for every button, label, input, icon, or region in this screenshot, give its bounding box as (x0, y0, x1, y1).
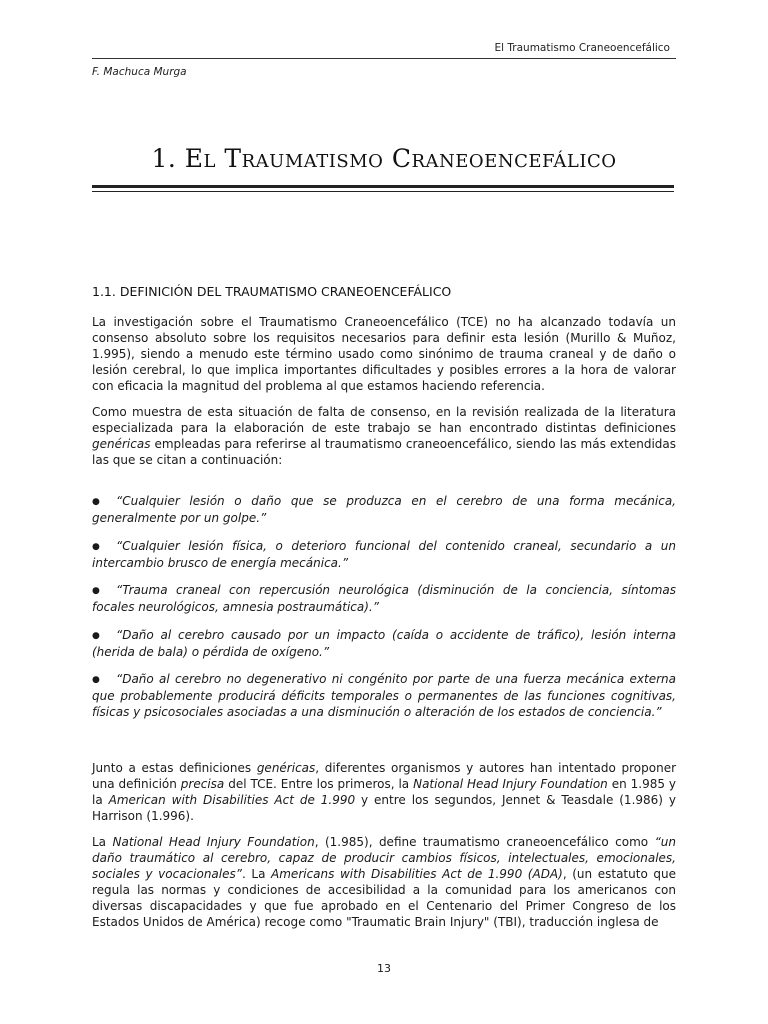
bullet-icon: ● (92, 675, 100, 685)
emphasis-genericas: genéricas (92, 437, 151, 451)
definition-bullet-1 (92, 493, 676, 526)
definition-bullet-2 (92, 538, 676, 571)
emphasis-precisa: precisa (180, 777, 225, 791)
text-run: , diferentes organismos y autores han intentado proponer una definición (92, 761, 677, 791)
paragraph-precise-definitions (92, 760, 676, 824)
text-run: Como muestra de esta situación de falta de consenso, en la revisión realizada de la literatura especializada para la elaboración de este trabajo se han encontrado distintas definiciones (92, 405, 676, 435)
text-run: empleadas para referirse al traumatismo craneoencefálico, siendo las más extendidas las que se citan a continuación: (92, 437, 676, 467)
definition-text: “Daño al cerebro no degenerativo ni congénito por parte de una fuerza mecánica externa que probablemente producirá déficits temporales o permanentes de las funciones cognitivas, físicas y psicosociales asociadas a una disminución o alteración de los estados de conciencia.” (92, 672, 676, 719)
paragraph-nhif-definition (92, 834, 676, 930)
title-divider-thick (92, 185, 674, 188)
text-run: , (1.985), define traumatismo craneoencefálico como (314, 835, 655, 849)
bullet-icon: ● (92, 497, 100, 507)
bullet-icon: ● (92, 542, 100, 552)
text-run: Junto a estas definiciones (92, 761, 257, 775)
header-divider (92, 58, 676, 59)
text-run: y entre los segundos, Jennet & Teasdale (1.986) y Harrison (1.996). (92, 793, 676, 823)
text-run: en 1.985 y la (92, 777, 676, 807)
running-header-title: El Traumatismo Craneoencefálico (494, 42, 670, 54)
definition-text: “Cualquier lesión o daño que se produzca en el cerebro de una forma mecánica, generalmente por un golpe.” (92, 494, 676, 525)
text-run: La (92, 835, 113, 849)
definition-text: “Cualquier lesión física, o deterioro funcional del contenido craneal, secundario a un intercambio brusco de energía mecánica.” (92, 539, 676, 570)
chapter-title: 1. El Traumatismo Craneoencefálico (151, 144, 617, 173)
definition-bullet-3 (92, 582, 676, 615)
definition-text: “Trauma craneal con repercusión neurológica (disminución de la conciencia, síntomas focales neurológicos, amnesia postraumática).” (92, 583, 676, 614)
title-divider-thin (92, 191, 674, 192)
bullet-icon: ● (92, 631, 100, 641)
paragraph-intro: La investigación sobre el Traumatismo Craneoencefálico (TCE) no ha alcanzado todavía un consenso absoluto sobre los requisitos necesarios para definir esta lesión (Murillo & Muñoz, 1.995), siendo a menudo este término usado como sinónimo de trauma craneal y de daño o lesión cerebral, lo que implica importantes dificultades y posibles errores a la hora de valorar con eficacia la magnitud del problema al que estamos haciendo referencia. (92, 315, 676, 393)
definition-bullet-5 (92, 671, 676, 720)
section-heading: 1.1. DEFINICIÓN DEL TRAUMATISMO CRANEOENCEFÁLICO (92, 284, 452, 299)
running-header-author: F. Machuca Murga (92, 66, 187, 78)
emphasis-genericas: genéricas (256, 761, 316, 775)
emphasis-ada: Americans with Disabilities Act de 1.990 (ADA) (271, 867, 563, 881)
definition-text: “Daño al cerebro causado por un impacto (caída o accidente de tráfico), lesión interna (herida de bala) o pérdida de oxígeno.” (92, 628, 676, 659)
paragraph-consensus (92, 404, 676, 468)
text-run: del TCE. Entre los primeros, la (224, 777, 414, 791)
emphasis-nhif: National Head Injury Foundation (413, 777, 608, 791)
text-run: . La (241, 867, 272, 881)
emphasis-ada: American with Disabilities Act de 1.990 (108, 793, 356, 807)
emphasis-nhif: National Head Injury Foundation (112, 835, 315, 849)
bullet-icon: ● (92, 586, 100, 596)
emphasis-quote: “un daño traumático al cerebro, capaz de producir cambios físicos, intelectuales, emocionales, sociales y vocacionales” (92, 835, 676, 881)
page-number: 13 (377, 962, 391, 975)
definition-bullet-4 (92, 627, 676, 660)
text-run: , (un estatuto que regula las normas y condiciones de accesibilidad a la comunidad para los americanos con diversas discapacidades y que fue aprobado en el Centenario del Primer Congreso de los Estados Unidos de América) recoge como "Traumatic Brain Injury" (TBI), traducción inglesa de (92, 867, 677, 929)
